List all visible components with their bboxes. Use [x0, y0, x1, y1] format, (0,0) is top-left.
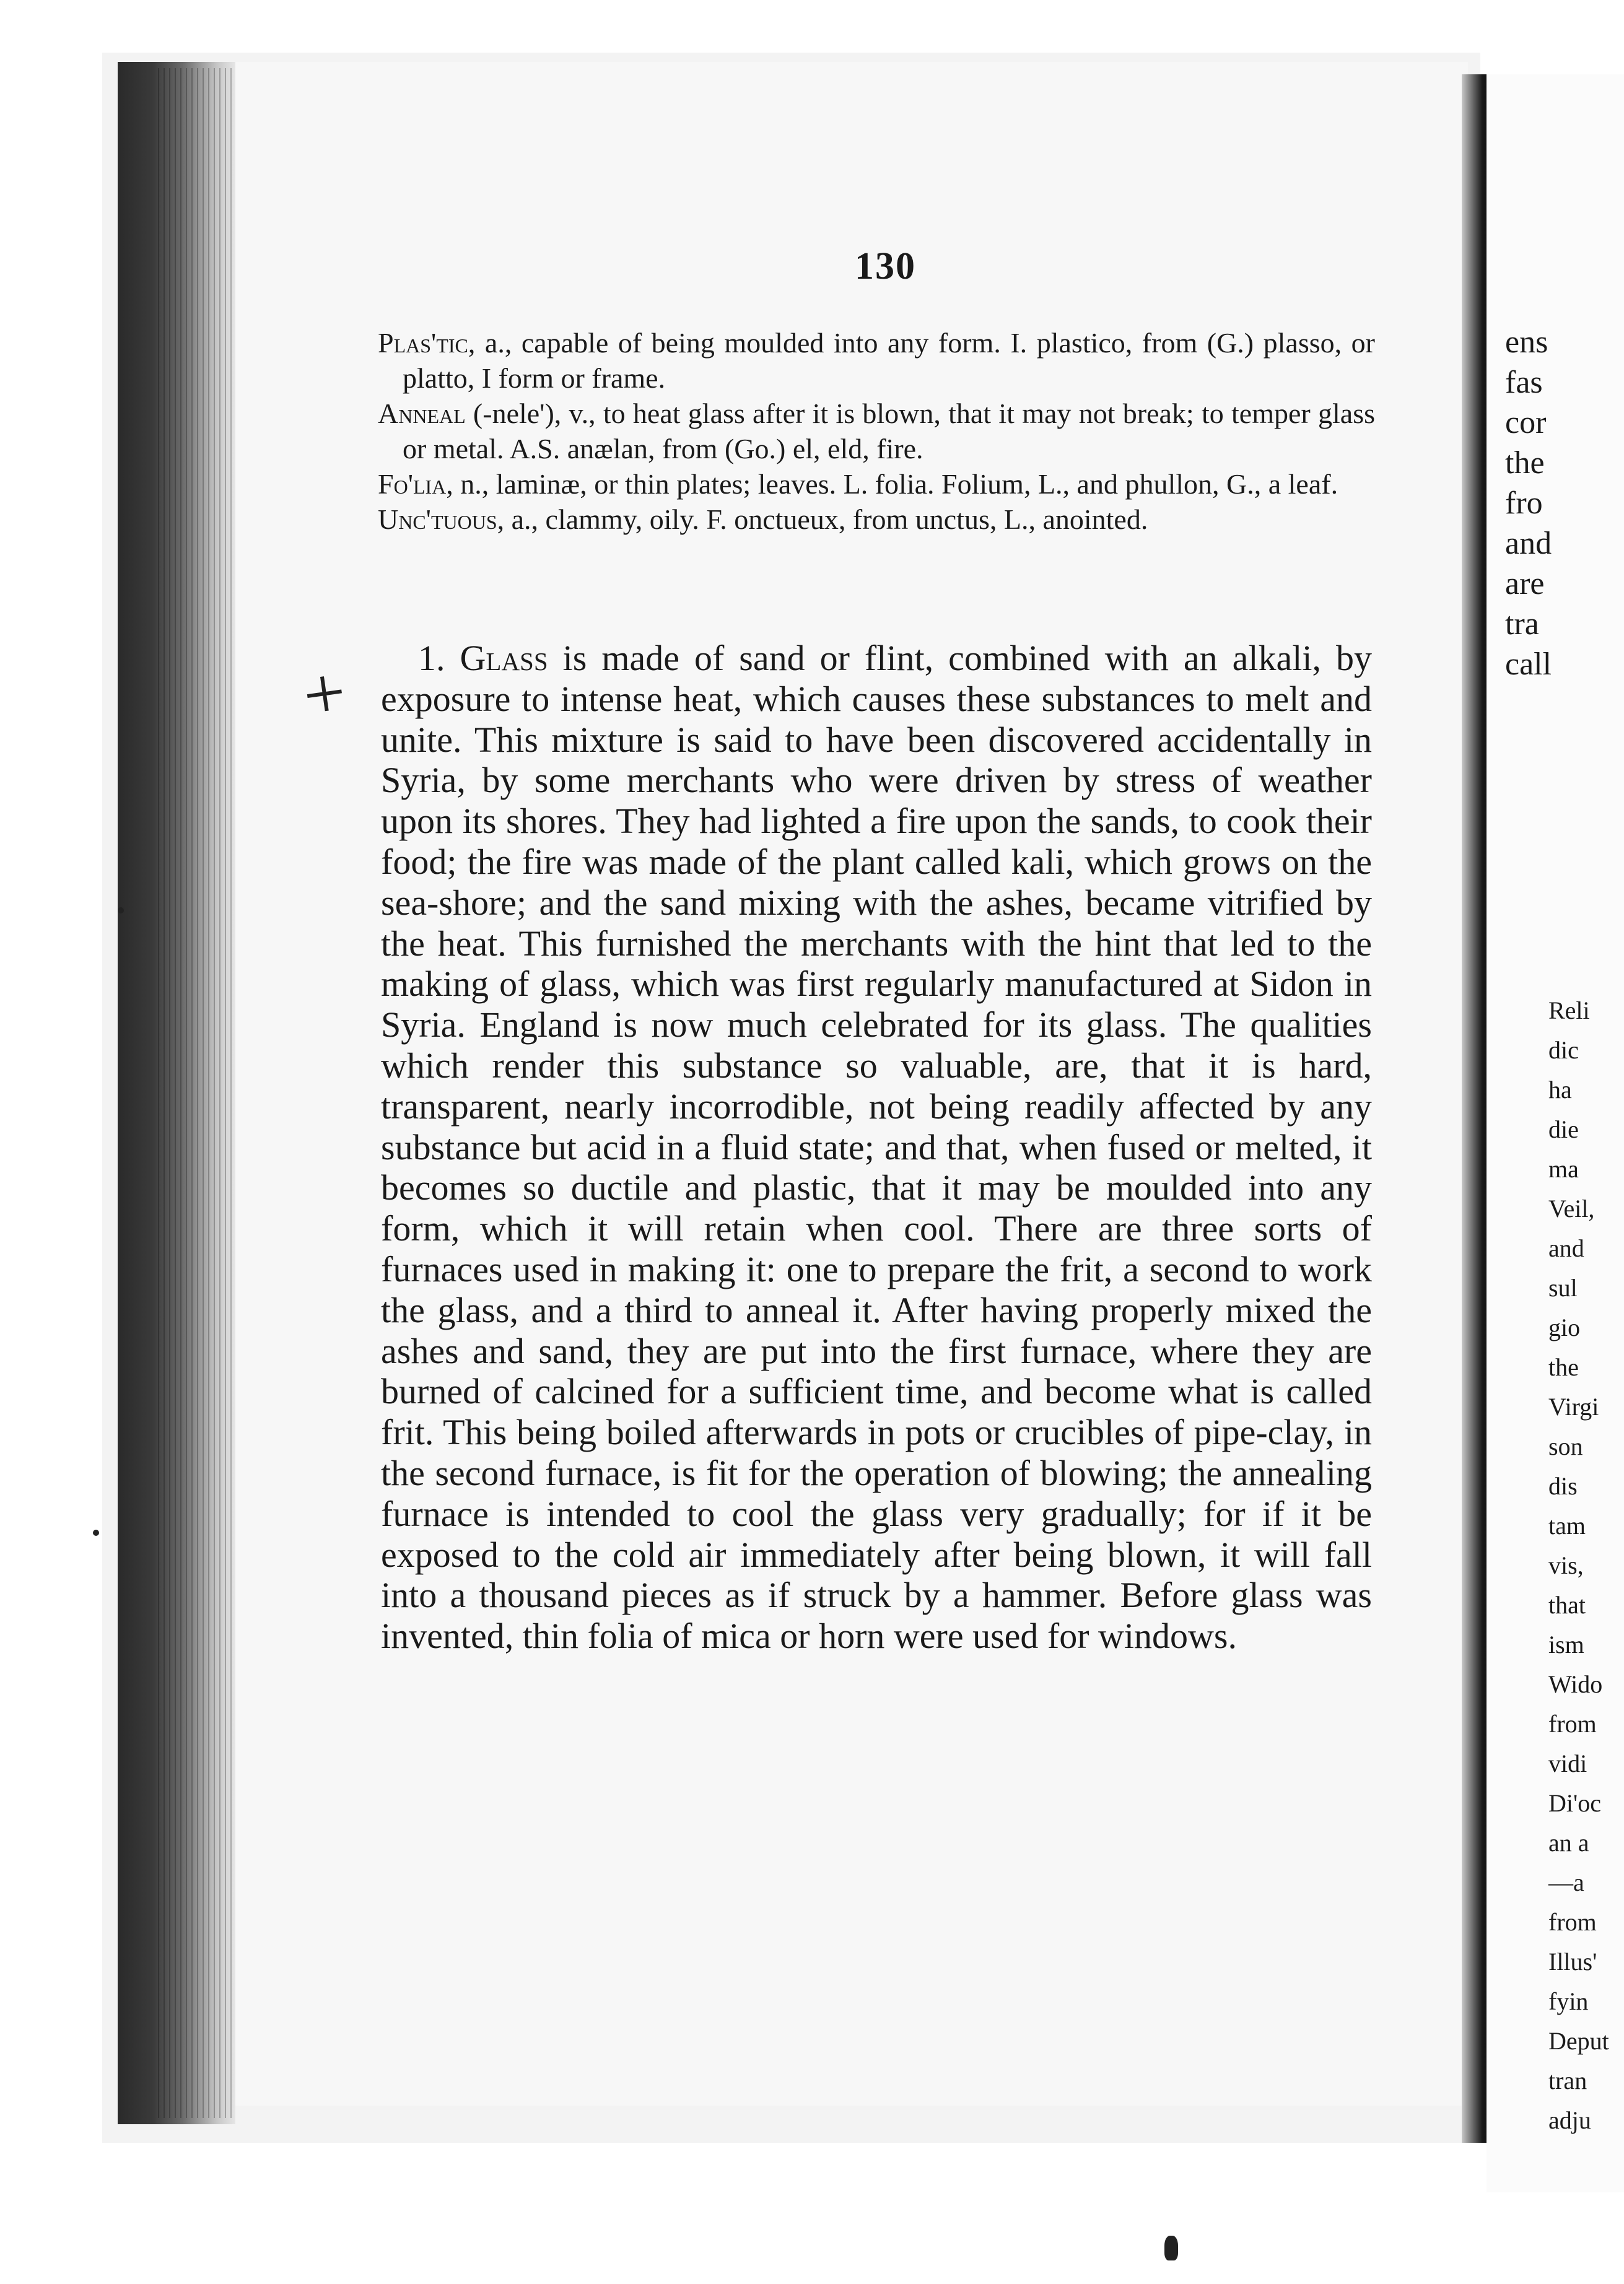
right-page-fragment: call [1505, 647, 1552, 682]
right-page-fragment: Reli [1548, 996, 1590, 1024]
right-page-fragment: fro [1505, 486, 1543, 521]
glossary-definition: , a., capable of being moulded into any form. I. plastico, from (G.) plasso, or platto, I form or frame. [403, 327, 1375, 394]
right-page-top-text [1505, 322, 1624, 684]
right-page-fragment: sul [1548, 1274, 1578, 1302]
glossary-term: Unc'tuous [378, 503, 497, 535]
right-page-fragment: and [1505, 526, 1552, 561]
right-page-fragment: Wido [1548, 1670, 1603, 1698]
glossary-entry [378, 325, 1375, 396]
glossary-definition: , a., clammy, oily. F. onctueux, from unctus, L., anointed. [497, 503, 1148, 535]
glossary [378, 325, 1375, 537]
glossary-entry [378, 466, 1375, 502]
right-page-fragment: dic [1548, 1036, 1579, 1064]
right-page-bottom-text [1548, 991, 1624, 2140]
margin-dot [118, 907, 124, 913]
margin-dot [93, 1530, 99, 1536]
right-page-fragment: from [1548, 1908, 1597, 1936]
right-page-fragment: from [1548, 1710, 1597, 1738]
right-page-fragment: vidi [1548, 1750, 1587, 1777]
glossary-term: Plas'tic [378, 327, 468, 359]
right-page-fragment: Illus' [1548, 1948, 1597, 1976]
right-page-fragment: fas [1505, 365, 1543, 400]
right-page-fragment: an a [1548, 1829, 1589, 1857]
glossary-term: Anneal [378, 398, 466, 429]
right-page-fragment: the [1548, 1353, 1579, 1381]
right-page-fragment: Veil, [1548, 1195, 1595, 1223]
glossary-term: Fo'lia [378, 468, 447, 500]
right-page-fragment: fyin [1548, 1987, 1589, 2015]
right-page-fragment: gio [1548, 1314, 1581, 1341]
right-page-fragment: Deput [1548, 2027, 1609, 2055]
right-page-fragment: die [1548, 1115, 1579, 1143]
glossary-definition: (-nele'), v., to heat glass after it is blown, that it may not break; to temper glass or metal. A.S. anælan, from (Go.) el, eld, fire. [403, 398, 1375, 464]
corner-blot [1164, 2236, 1178, 2260]
main-paragraph [381, 638, 1372, 1657]
right-page-fragment: —a [1548, 1868, 1584, 1896]
right-page-fragment: ism [1548, 1631, 1584, 1659]
paragraph-number: 1. [418, 638, 460, 678]
right-page-fragment: tran [1548, 2067, 1587, 2094]
right-page-fragment: cor [1505, 405, 1547, 440]
paragraph-lead-term: Glass [460, 638, 548, 678]
right-page-fragment: vis, [1548, 1551, 1584, 1579]
right-page-fragment: the [1505, 445, 1545, 481]
glossary-entry [378, 396, 1375, 466]
right-page-fragment: ma [1548, 1155, 1579, 1183]
right-page-fragment: son [1548, 1432, 1583, 1460]
right-page-fragment: ens [1505, 325, 1548, 360]
right-page-fragment: Virgi [1548, 1393, 1599, 1421]
glossary-definition: , n., laminæ, or thin plates; leaves. L. folia. Folium, L., and phullon, G., a leaf. [446, 468, 1338, 500]
right-page-fragment: ha [1548, 1076, 1572, 1104]
page-stack-lines [158, 68, 232, 2118]
paragraph-body: is made of sand or flint, combined with an alkali, by exposure to intense heat, which causes these substances to melt and unite. This mixture is said to have been discovered accidentally in Syria, by some merchants who were driven by stress of weather upon its shores. They had lighted a fire upon the sands, to cook their food; the fire was made of the plant called kali, which grows on the sea-shore; and the sand mixing with the ashes, became vitrified by the heat. This furnished the merchants with the hint that led to the making of glass, which was first regularly manufactured at Sidon in Syria. England is now much celebrated for its glass. The qualities which render this substance so valuable, are, that it is hard, transparent, nearly incorrodible, not being readily affected by any substance but acid in a fluid state; and that, when fused or melted, it becomes so ductile and plastic, that it may be moulded into any form, which it will retain when cool. There are three sorts of furnaces used in making it: one to prepare the frit, a second to work the glass, and a third to anneal it. After having properly mixed the ashes and sand, they are put into the first furnace, where they are burned of calcined for a sufficient time, and become what is called frit. This being boiled afterwards in pots or crucibles of pipe-clay, in the second furnace, is fit for the operation of blowing; the annealing furnace is intended to cool the glass very gradually; for if it be exposed to the cold air immediately after being blown, it will fall into a thousand pieces as if struck by a hammer. Before glass was invented, thin folia of mica or horn were used for windows. [381, 638, 1373, 1657]
right-page-fragment: are [1505, 566, 1545, 601]
margin-cross-mark: + [298, 649, 351, 738]
right-page-fragment: tra [1505, 606, 1539, 642]
page-number: 130 [855, 245, 916, 287]
right-page-fragment: and [1548, 1234, 1584, 1262]
right-page-fragment: tam [1548, 1512, 1586, 1540]
right-page-fragment: adju [1548, 2106, 1591, 2134]
right-page-fragment: Di'oc [1548, 1789, 1601, 1817]
right-page-fragment: dis [1548, 1472, 1578, 1500]
right-page-fragment: that [1548, 1591, 1586, 1619]
glossary-entry [378, 502, 1375, 537]
